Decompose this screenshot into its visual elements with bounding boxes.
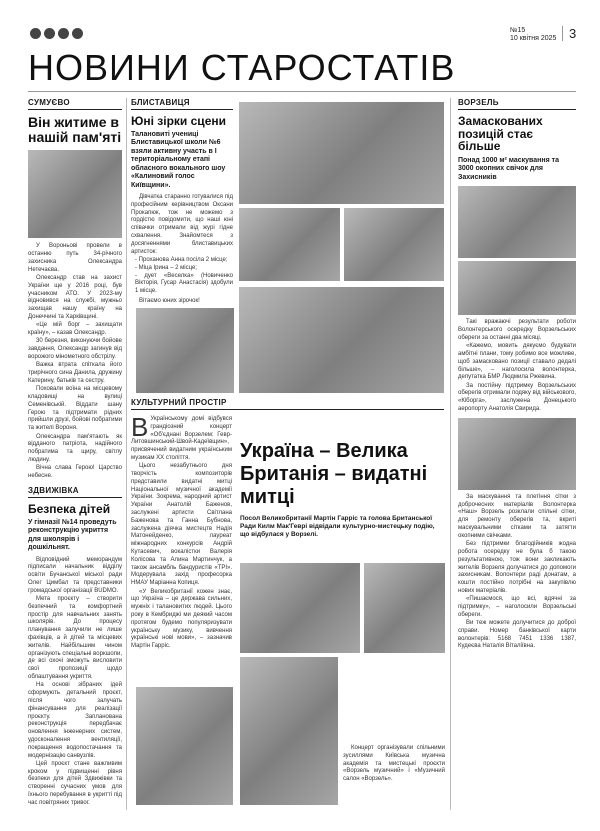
vorzel-body-b: За маскування та плетіння сітки з доброчесних матеріалів Волонтерка «Наш» Ворзель розклали спільні сітки, для ремонту оберегів та, вкриті маскувальними сітками та затягти окопними свічками. Без підтримки благодійників жодна робота осередку не була б такою результативною, тож вони закликають жителів Ворзеля долучатися до допомоги захисникам. Волонтери раді донатам, а кошти постійно потрібні на закупівлю нових матеріалів. «Пишаємося, що всі, вдячні за підтримку», – наголосили Ворзельські обереги. Ви теж можете долучитися до доброї справи. Номер банківської карти волонтерів: 5168 7451 1336 1387, Кудеєва Наталія Віталіївна. (458, 493, 576, 650)
culture-body-column (131, 412, 232, 651)
zdvyzhivka-subhead: У гімназії №14 проведуть реконструкцію укриття для школярів і дошкільнят. (28, 518, 117, 552)
blystavytsia-article (131, 98, 233, 306)
performer-photo (364, 563, 445, 653)
vorzel-body-a: Такі вражаючі результати роботи Волонтерського осередку Ворзельських обереги за останні два місяці. «Кажемо, мовить дякуємо будувати амбітні плани, тому робимо все можливе, щоб замасковано позиції ставало дедалі більше», – наголосила волонтерка, депутатка БМР Людмила Ржевина. За постійну підтримку Ворзельських оберегів отримали подяку від військового, «Кіборга», заслужена Донецького аеропорту Анатолія Свирида. (458, 319, 576, 413)
zdvyzhivka-article (28, 486, 122, 808)
blystavytsia-closing: Вітаємо юних зірочок! (139, 297, 200, 304)
facebook-icon[interactable] (30, 28, 41, 39)
issue-number: №15 (510, 27, 526, 34)
awards-photo (239, 287, 444, 393)
page-number: 3 (562, 26, 576, 41)
soldier-photo (28, 150, 122, 238)
youtube-icon[interactable] (44, 28, 55, 39)
issue-date: 10 квітня 2025 (510, 35, 557, 42)
blystavytsia-subhead: Талановиті учениці Блиставицької школи №6 взяли активну участь в І територіальному етапі обласного вокального шоу «Калиновий голос Київщини». (131, 130, 226, 189)
page-title: НОВИНИ СТАРОСТАТІВ (28, 47, 456, 88)
section-vorzel: ВОРЗЕЛЬ (458, 98, 576, 110)
section-culture: КУЛЬТУРНИЙ ПРОСТІР (131, 398, 444, 410)
singer-girls-photo (239, 208, 340, 281)
sumuievo-body: У Вороньові провели в останню путь 34-річного захисника Олександра Нетечаєва. Олександр став на захист України ще у 2016 році, був учасником АТО. У 2023-му відновився на службі, мужньо захищав нашу країну на Донеччині та Харківщині. «Це мій борг – захищати країну», – казав Олександр. 30 березня, виконуючи бойове завдання, Олександр загинув від ворожого мінометного обстрілу. Важка втрата спіткала його трирічного сина Данила, дружину Катерину, батьків та сестру. Поховали воїна на місцевому кладовищі на вулиці Семенівській. Віддати шану Герою та підтримати рідних прийшли друзі, бойові побратими та жителі Вороня. Олександра пам'ятають як відданого патріота, надійного побратима та щиру, світлу людину. Вічна слава Герою! Царство небесне. (28, 243, 122, 479)
section-blystavytsia: БЛИСТАВИЦЯ (131, 98, 233, 110)
zdvyzhivka-body: Відповідний меморандум підписали начальник відділу освіти Бучанської міської ради Олег Цимбал та представники громадської організації BUDMO. Мета проєкту – створити безпечний та комфортний простір для навчальних занять школярів. До процесу планування залучили не лише фахівців, а й дітей та місцевих жителів. Найбільшим чином організують спеціальні воркшопи, де всі охочі зможуть висловити свої пропозиції щодо облаштування укриття. На основі зібраних ідей сформують детальний проєкт, після чого залучать фінансування для реалізації проєкту. Запланована реконструкція передбачає оновлення інженерних систем, удосконалення вентиляції, покращення водопостачання та модернізацію санвузлів. Цей проєкт стане важливим кроком у підвищенні рівня безпеки для дітей Здвижівки та створенні сучасних умов для їхнього перебування в укритті під час повітряних тривог. (28, 556, 122, 806)
column-divider-2 (450, 98, 451, 810)
girls-portrait-photo (136, 308, 234, 393)
sumuievo-headline: Він житиме в нашій пам'яті (28, 114, 122, 145)
section-zdvyzhivka: ЗДВИЖІВКА (28, 486, 122, 498)
social-icons (30, 28, 83, 39)
blystavytsia-results: - Проханова Анна посіла 2 місце; - Міца Ірина – 2 місце; - дует «Веселка» (Новиченко Вікторія, Гусар Анастасія) здобули 1 місце. (131, 257, 233, 296)
vorzel-article (458, 98, 576, 652)
instagram-icon[interactable] (72, 28, 83, 39)
column-divider-1 (126, 98, 127, 810)
culture-headline: Україна – Велика Британія – видатні митці (240, 440, 428, 508)
drop-cap: В (131, 412, 149, 442)
blystavytsia-body: Дівчатка старанно готувалися під професійним керівництвом Оксани Прокапюк, тож не можемо з гордістю повідомити, що наші юні співачки отримали від журі гідне схвалення. Знайомтеся з досягненнями блиставицьких артисток: (131, 194, 233, 255)
telegram-icon[interactable] (58, 28, 69, 39)
section-sumuievo: СУМУЄВО (28, 98, 122, 110)
title-divider (28, 91, 576, 92)
concert-photo (240, 563, 360, 653)
vorzel-headline: Замаскованих позицій стає більше (458, 114, 543, 154)
column-left (28, 98, 122, 481)
speaker-photo (240, 657, 338, 805)
zdvyzhivka-headline: Безпека дітей (28, 502, 111, 516)
issue-info (510, 27, 556, 43)
culture-headline-block (240, 440, 445, 543)
blystavytsia-headline: Юні зірки сцени (131, 114, 226, 128)
vorzel-subhead: Понад 1000 м² маскування та 3000 окопних свічок для Захисників (458, 156, 559, 181)
stage-singer-photo (344, 208, 444, 281)
culture-header (131, 398, 444, 415)
culture-caption: Концерт організували спільними зусиллями Київська музична академія та мистецькі проєкти «Ворзель музичний» і «Музичний салон «Ворзель». (343, 745, 445, 783)
trench-candles-photo (458, 418, 576, 490)
volunteers-photo (458, 261, 576, 315)
audience-photo (136, 687, 233, 805)
culture-body: В Українському домі відбувся грандіозний концерт «Об'єднані Ворзелем: Гевр-Литовшинський-Швой-Кадеївщин», присвячений видатним українським музикам XX століття. Цього незабутнього дня творчість композиторів представили видатні митці Національної музичної академії України. Зокрема, народний артист України Анатолій Баженов, заслужені артисти Світлана Баженова та Ганна Бубнова, заслужена діячка мистецтв Надія Матонейденко, лауреат міжнародних конкурсів Андрій Кутасевич, вокалістки Валерія Колісова та Алина Мартинчук, а також ансамбль бандуристів «ТРІ». Модерувала захід професорка НМАУ Маріанна Копиця. «У Великобританії кожен знає, що Україна – це держава сильних, мужніх і талановитих людей. Цього року в Кембриджі ми деякий часом протягом будемо популяризувати українську музику, вивчення українські нові мови», – зазначив Мартін Гарріс. (131, 412, 232, 650)
camouflage-net-photo (458, 186, 576, 258)
culture-subhead: Посол Великобританії Мартін Гарріс та голова Британської Ради Килм Мак'Геврі відвідали культурно-мистецьку подію, що відбулася у Ворзелі. (240, 515, 435, 538)
choir-group-photo (239, 102, 444, 204)
